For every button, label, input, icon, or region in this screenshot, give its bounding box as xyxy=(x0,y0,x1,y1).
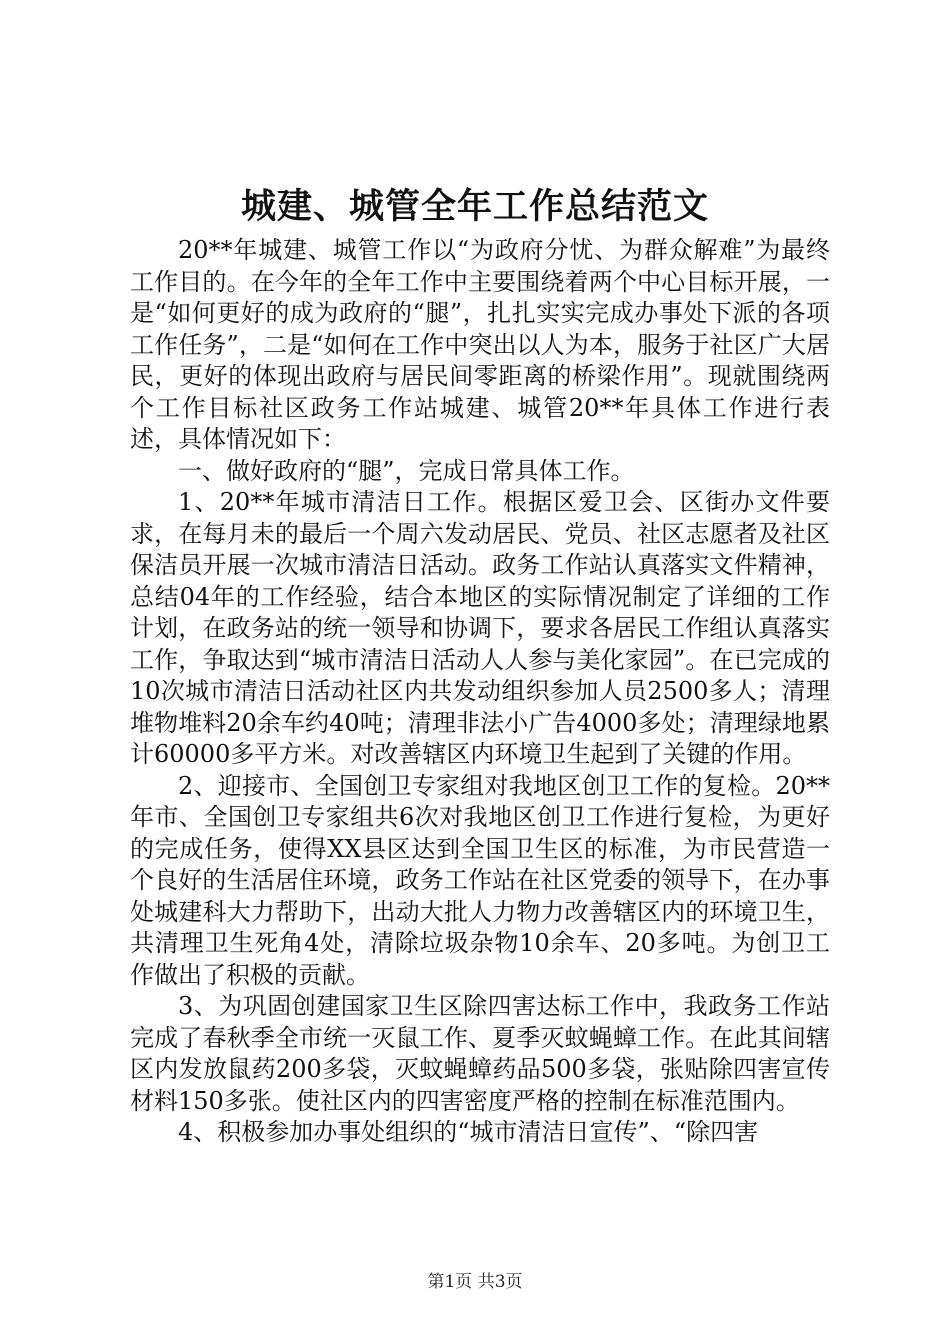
paragraph-section-heading: 一、做好政府的“腿”，完成日常具体工作。 xyxy=(178,456,635,485)
page-number: 第1页 共3页 xyxy=(427,1272,523,1292)
paragraph-item-3: 3、为巩固创建国家卫生区除四害达标工作中，我政务工作站完成了春秋季全市统一灭鼠工作、夏季灭蚊蝇蟑工作。在此其间辖区内发放鼠药200多袋，灭蚊蝇蟑药品500多袋，张贴除四害宣传材料150多张。使社区内的四害密度严格的控制在标准范围内。 xyxy=(130,992,830,1115)
paragraph-intro: 20**年城建、城管工作以“为政府分忧、为群众解难”为最终工作目的。在今年的全年工作中主要围绕着两个中心目标开展，一是“如何更好的成为政府的“腿”，扎扎实实完成办事处下派的各项工作任务”，二是“如何在工作中突出以人为本，服务于社区广大居民，更好的体现出政府与居民间零距离的桥梁作用”。现就围绕两个工作目标社区政务工作站城建、城管20**年具体工作进行表述，具体情况如下： xyxy=(130,236,830,453)
document-title: 城建、城管全年工作总结范文 xyxy=(240,186,709,227)
paragraph-item-4: 4、积极参加办事处组织的“城市清洁日宣传”、“除四害 xyxy=(178,1118,759,1146)
document-body xyxy=(130,235,830,1149)
paragraph-item-2: 2、迎接市、全国创卫专家组对我地区创卫工作的复检。20**年市、全国创卫专家组共6次对我地区创卫工作进行复检，为更好的完成任务，使得XX县区达到全国卫生区的标准，为市民营造一个良好的生活居住环境，政务工作站在社区党委的领导下，在办事处城建科大力帮助下，出动大批人力物力改善辖区内的环境卫生，共清理卫生死角4处，清除垃圾杂物10余车、20多吨。为创卫工作做出了积极的贡献。 xyxy=(130,771,830,989)
paragraph-item-1: 1、20**年城市清洁日工作。根据区爱卫会、区街办文件要求，在每月未的最后一个周六发动居民、党员、社区志愿者及社区保洁员开展一次城市清洁日活动。政务工作站认真落实文件精神，总结04年的工作经验，结合本地区的实际情况制定了详细的工作计划，在政务站的统一领导和协调下，要求各居民工作组认真落实工作，争取达到“城市清洁日活动人人参与美化家园”。在已完成的10次城市清洁日活动社区内共发动组织参加人员2500多人；清理堆物堆料20余车约40吨；清理非法小广告4000多处；清理绿地累计60000多平方米。对改善辖区内环境卫生起到了关键的作用。 xyxy=(130,488,830,768)
